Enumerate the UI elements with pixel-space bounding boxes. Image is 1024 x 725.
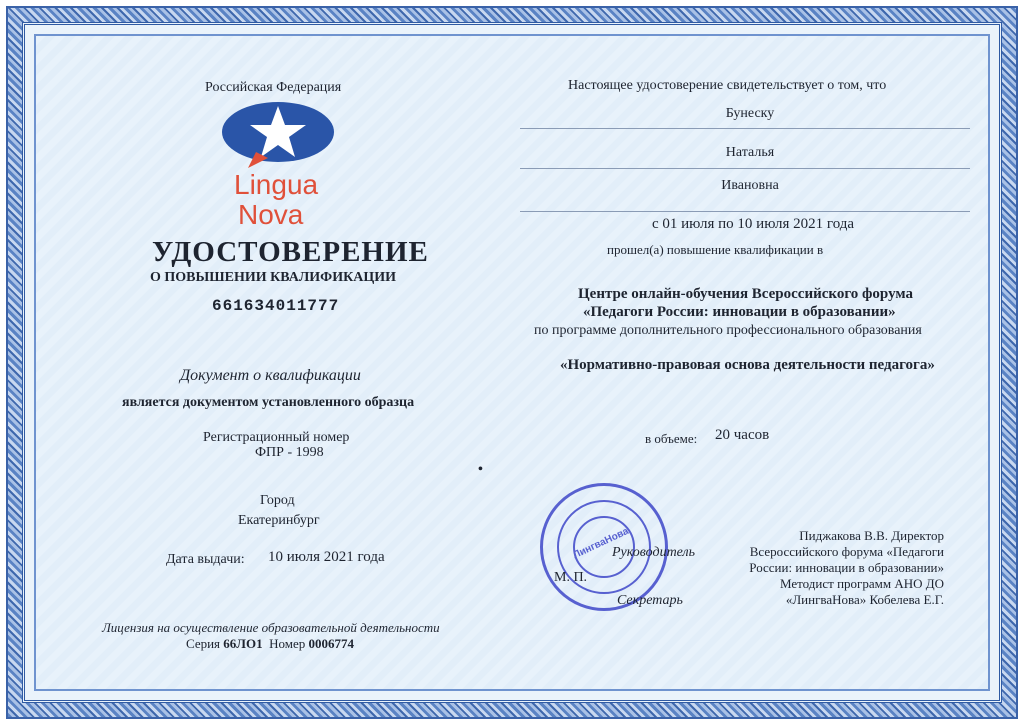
program-name: «Нормативно-правовая основа деятельности педагога»: [560, 357, 935, 373]
city-label: Город: [260, 493, 295, 508]
document-subtitle: О ПОВЫШЕНИИ КВАЛИФИКАЦИИ: [150, 270, 397, 285]
number-label: Номер: [269, 636, 306, 651]
name-underline: [520, 168, 970, 169]
volume-value: 20 часов: [715, 427, 770, 443]
signatory-line4: Методист программ АНО ДО: [780, 576, 944, 591]
reg-number-label: Регистрационный номер: [203, 430, 350, 445]
signatory-line5: «ЛингваНова» Кобелева Е.Г.: [785, 592, 944, 607]
issue-date-value: 10 июля 2021 года: [268, 549, 385, 565]
signatory-line1: Пиджакова В.В. Директор: [799, 528, 944, 543]
program-label: по программе дополнительного профессионального образования: [534, 323, 922, 338]
star-logo-icon: [218, 100, 338, 170]
intro-text: Настоящее удостоверение свидетельствует о том, что: [568, 78, 887, 93]
reg-number-value: ФПР - 1998: [255, 445, 324, 460]
patronymic-underline: [520, 211, 970, 212]
organization-line1: Центре онлайн-обучения Всероссийского форума: [578, 286, 913, 302]
head-signature-label: Руководитель: [612, 545, 696, 560]
dot-mark: •: [478, 462, 483, 477]
patronymic: Ивановна: [721, 178, 779, 193]
city-value: Екатеринбург: [238, 513, 320, 528]
secretary-signature-label: Секретарь: [617, 593, 683, 608]
series-value: 66ЛО1: [223, 636, 263, 651]
series-label: Серия: [186, 636, 221, 651]
logo-text-nova: Nova: [238, 199, 304, 230]
license-number-value: 0006774: [308, 636, 354, 651]
volume-label: в объеме:: [645, 431, 698, 446]
signatory-line3: России: инновации в образовании»: [749, 560, 944, 575]
country-label: Российская Федерация: [205, 80, 342, 95]
doc-status-label: является документом установленного образца: [122, 395, 415, 410]
license-series-number: [186, 636, 354, 652]
lingua-nova-logo: [218, 100, 338, 170]
stamp-text: ЛингваНова: [571, 525, 631, 562]
organization-line2: «Педагоги России: инновации в образовании»: [583, 304, 896, 320]
doc-type-label: Документ о квалификации: [180, 367, 361, 384]
document-title: УДОСТОВЕРЕНИЕ: [152, 236, 429, 268]
training-period: с 01 июля по 10 июля 2021 года: [652, 216, 855, 232]
license-text: Лицензия на осуществление образовательной деятельности: [102, 620, 440, 635]
logo-text-lingua: Lingua: [234, 169, 319, 200]
certificate-number: 661634011777: [212, 297, 340, 315]
mp-label: М. П.: [554, 570, 588, 585]
surname-underline: [520, 128, 970, 129]
passed-training-label: прошел(а) повышение квалификации в: [607, 242, 824, 257]
first-name: Наталья: [725, 145, 775, 160]
signatory-line2: Всероссийского форума «Педагоги: [749, 544, 944, 559]
issue-date-label: Дата выдачи:: [166, 552, 245, 567]
surname: Бунеску: [725, 106, 775, 121]
